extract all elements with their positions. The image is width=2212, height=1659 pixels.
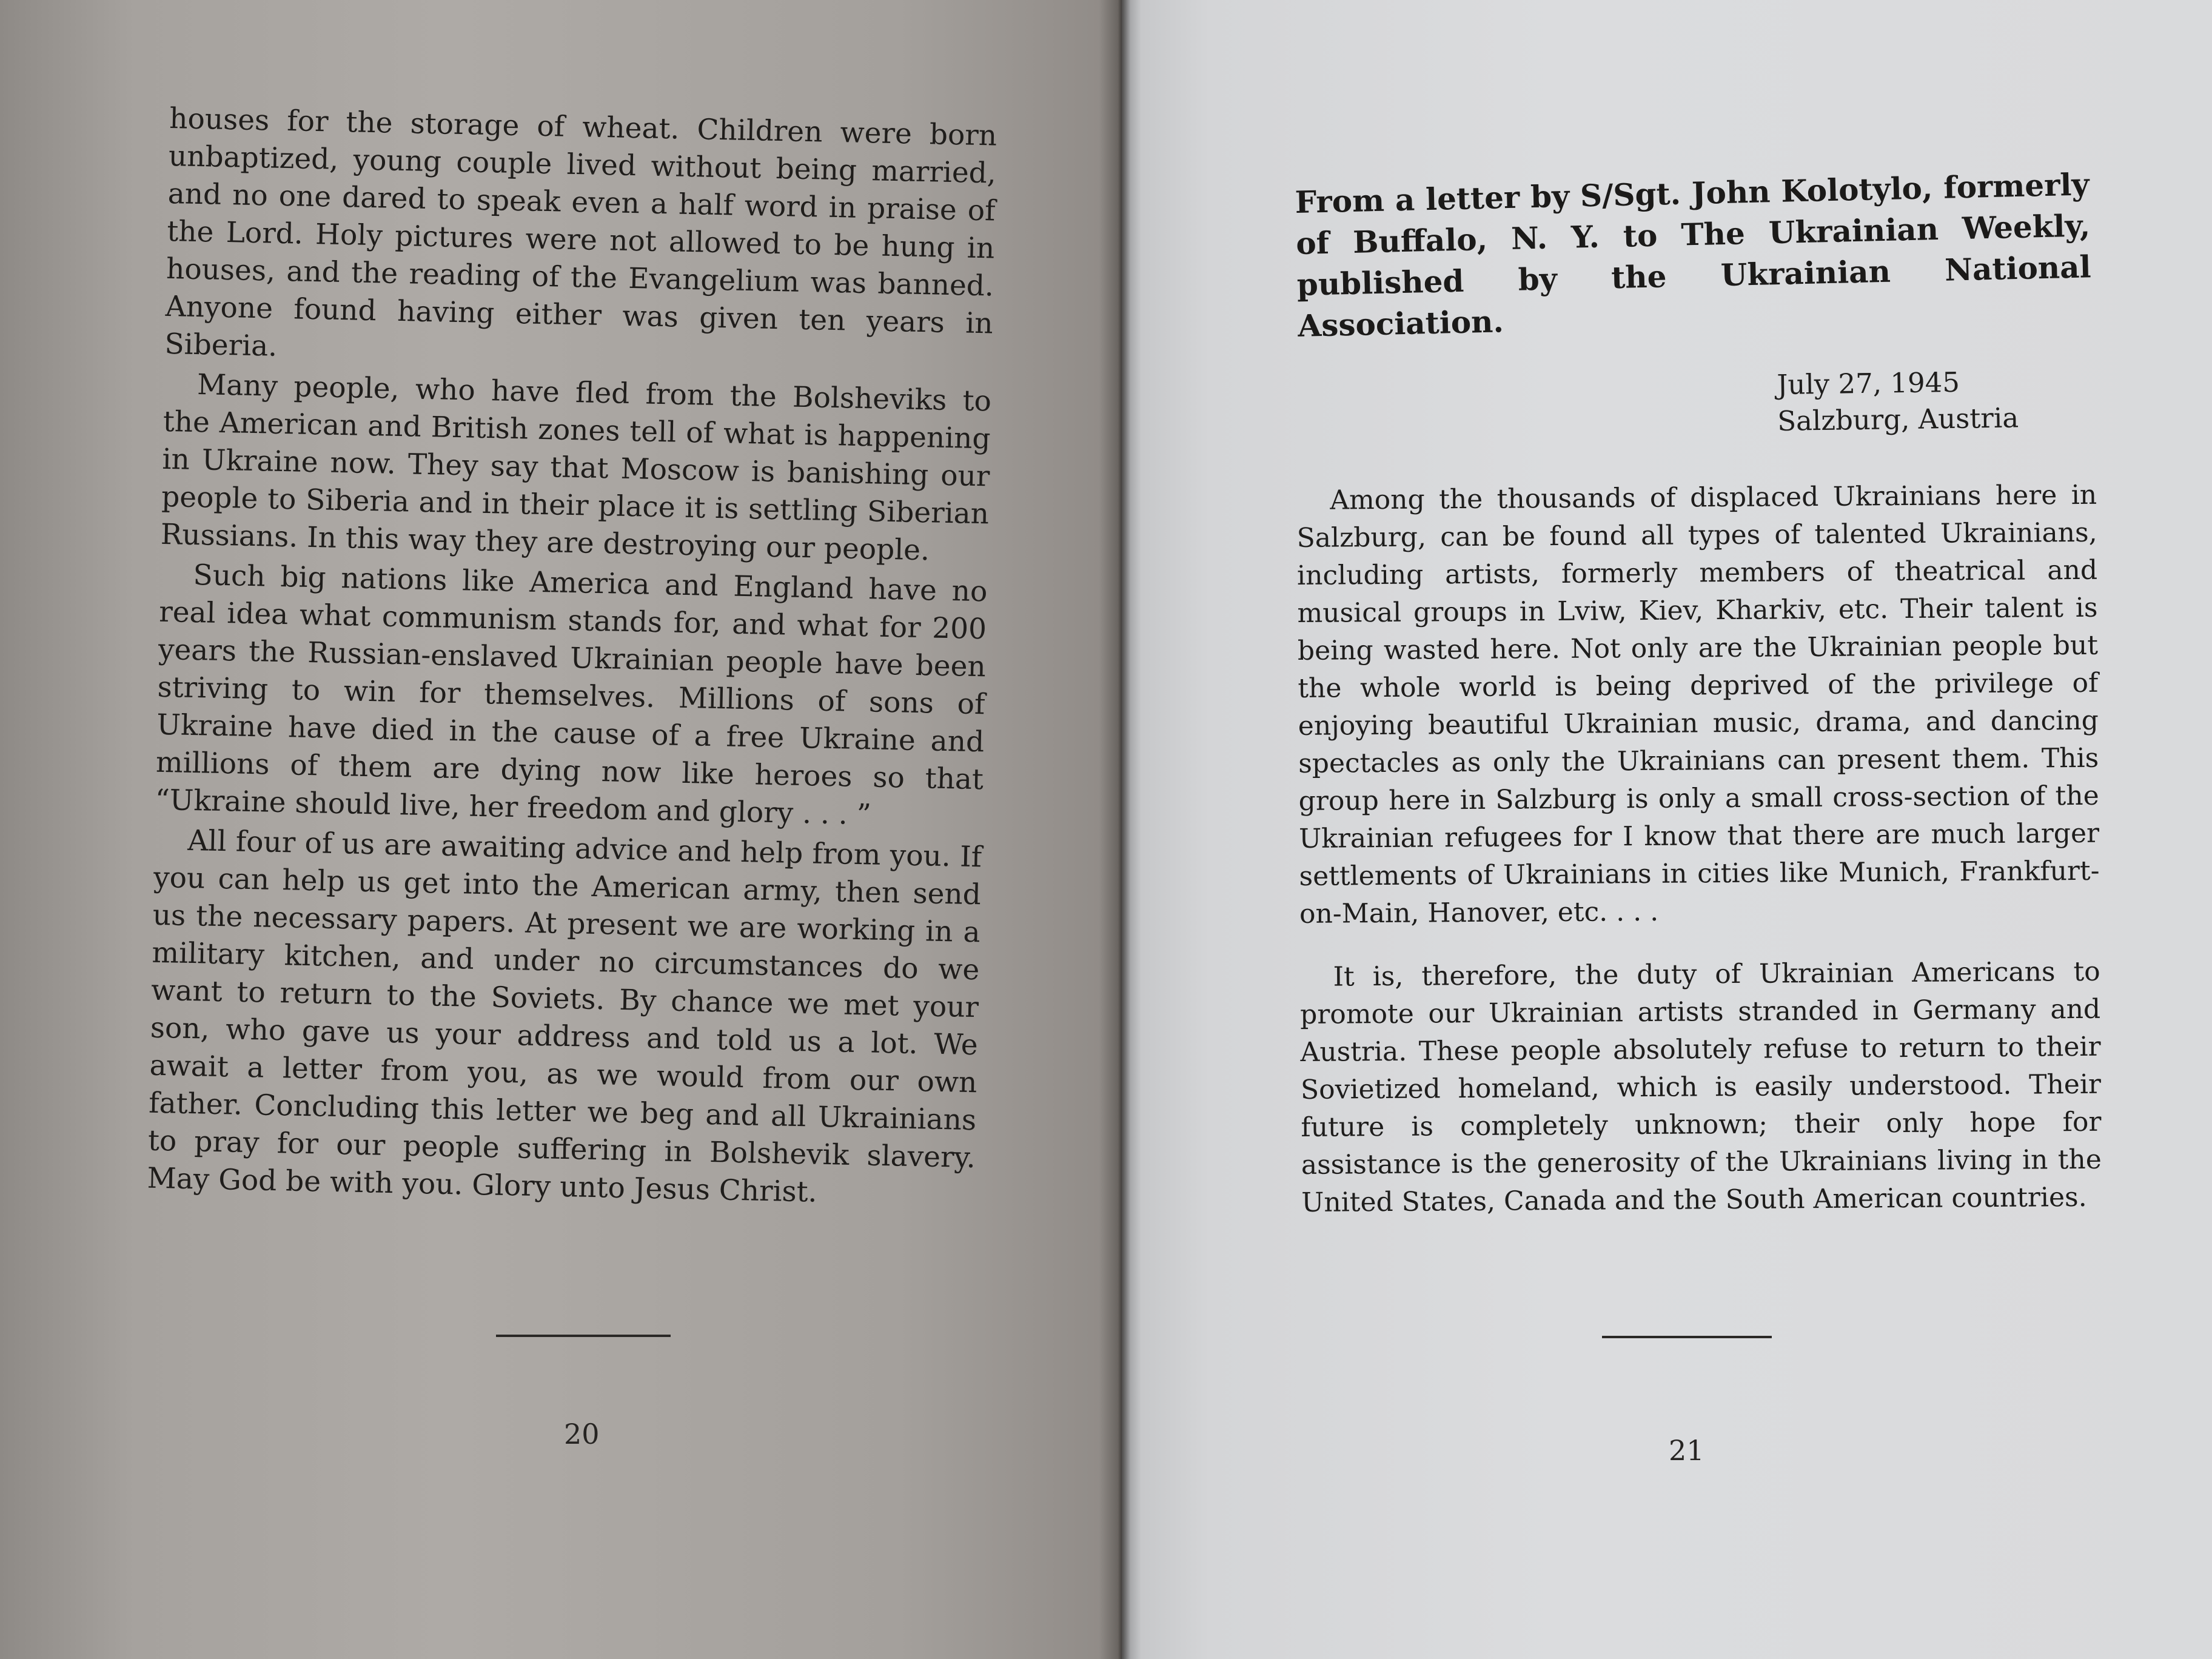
right-page-body — [1296, 477, 2102, 1247]
right-page-number: 21 — [1669, 1434, 1704, 1467]
left-page-number: 20 — [564, 1418, 600, 1450]
left-paragraph-3: Such big nations like America and England have no real idea what communism stands for, and what for 200 years the Russian-enslaved Ukrainian people have been striving to win for themselves. Millions of sons of Ukraine have died in the cause of a free Ukraine and millions of them are dying now like heroes so that “Ukraine should live, her freedom and glory . . . ” — [155, 558, 988, 832]
left-paragraph-2: Many people, who have fled from the Bolsheviks to the American and British zones tell of what is happening in Ukraine now. They say that Moscow is banishing our people to Siberia and in their place it is settling Siberian Russians. In this way they are destroying our people. — [160, 368, 992, 568]
right-paragraph-2: It is, therefore, the duty of Ukrainian Americans to promote our Ukrainian artists stranded in Germany and Austria. These people absolutely refuse to return to their Sovietized homeland, which is easily understood. Their future is completely unknown; their only hope for assistance is the generosity of the Ukrainians living in the United States, Canada and the South American countries. — [1299, 956, 2102, 1218]
left-page-body — [147, 100, 997, 1217]
left-section-rule — [496, 1335, 671, 1337]
letter-dateline — [1777, 363, 2019, 440]
book-gutter — [1099, 0, 1141, 1659]
right-section-rule — [1602, 1336, 1772, 1338]
left-paragraph-4: All four of us are awaiting advice and help from you. If you can help us get into the American army, then send us the necessary papers. At present we are working in a military kitchen, and under no circumstances do we want to return to the Soviets. By chance we met your son, who gave us your address and told us a lot. We await a letter from you, as we would from our own father. Concluding this letter we beg and all Ukrainians to pray for our people suffering in Bolshevik slavery. May God be with you. Glory unto Jesus Christ. — [147, 823, 982, 1209]
right-paragraph-1: Among the thousands of displaced Ukrainians here in Salzburg, can be found all types of talented Ukrainians, including artists, formerly members of theatrical and musical groups in Lviw, Kiev, Kharkiv, etc. Their talent is being wasted here. Not only are the Ukrainian people but the whole world is being deprived of the privilege of enjoying beautiful Ukrainian music, drama, and dancing spectacles as only the Ukrainians can present them. This group here in Salzburg is only a small cross-section of the Ukrainian refugees for I know that there are much larger settlements of Ukrainians in cities like Munich, Frankfurt-on-Main, Hanover, etc. . . . — [1296, 479, 2100, 930]
left-paragraph-1: houses for the storage of wheat. Children were born unbaptized, young couple lived without being married, and no one dared to speak even a half word in praise of the Lord. Holy pictures were not allowed to be hung in houses, and the reading of the Evangelium was banned. Anyone found having either was given ten years in Siberia. — [164, 101, 997, 363]
letter-date: July 27, 1945 — [1777, 366, 1960, 401]
letter-place: Salzburg, Austria — [1777, 401, 2019, 437]
letter-heading: From a letter by S/Sgt. John Kolotylo, formerly of Buffalo, N. Y. to The Ukrainian Weekly, published by the Ukrainian National Association. — [1295, 166, 2092, 344]
